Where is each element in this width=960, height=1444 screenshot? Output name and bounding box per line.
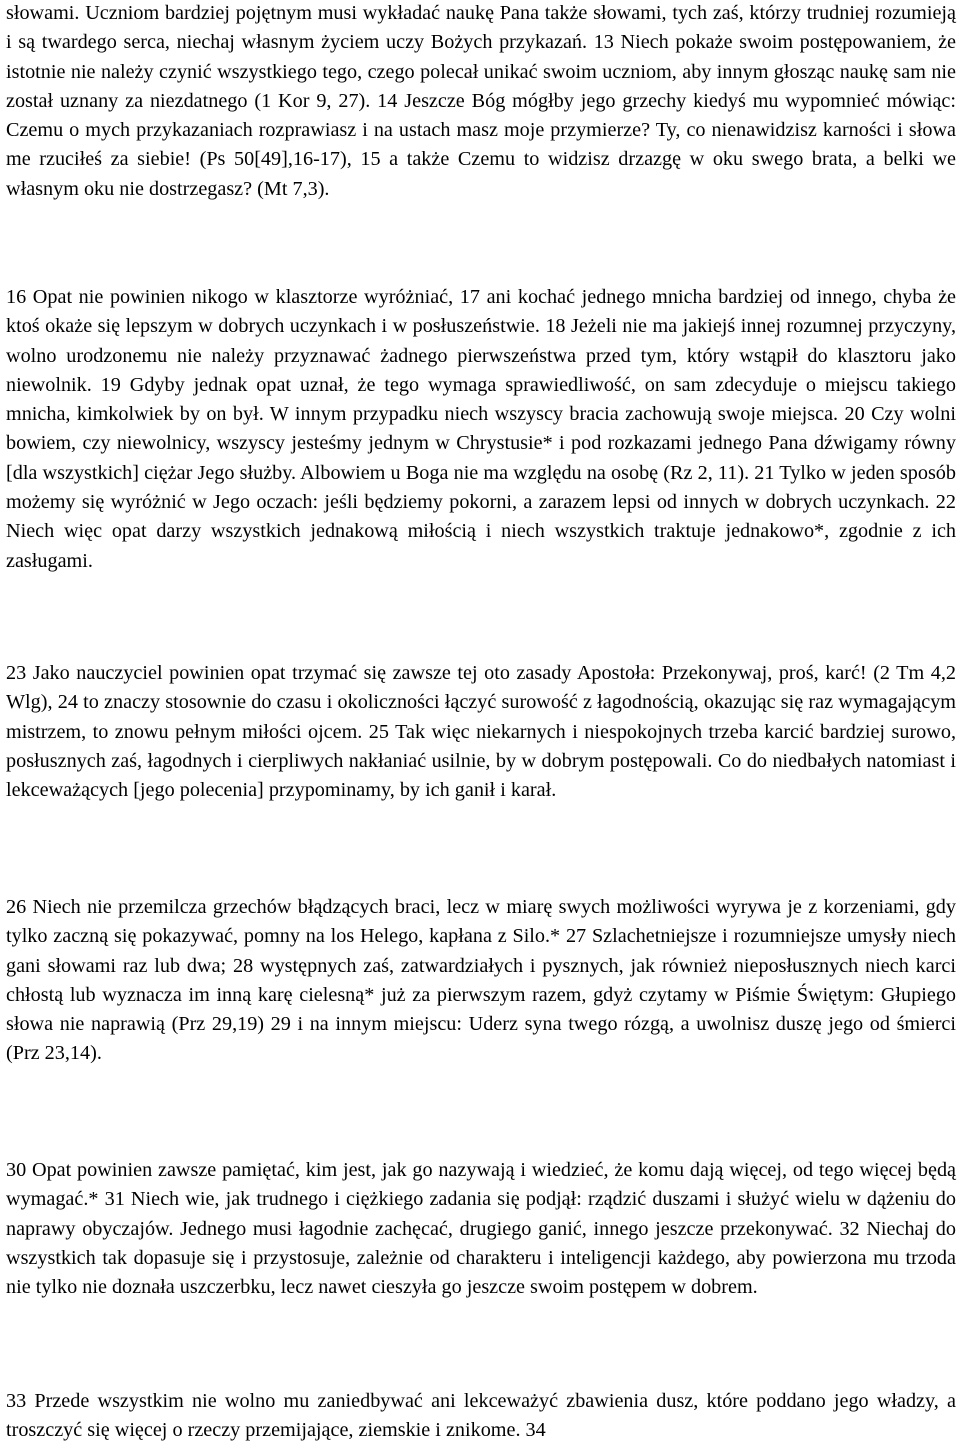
paragraph-5: 30 Opat powinien zawsze pamiętać, kim jest, jak go nazywają i wiedzieć, że komu dają więcej, od tego więcej będą wymagać.* 31 Niech wie, jak trudnego i ciężkiego zadania się podjął: rządzić duszami i służyć wielu w dążeniu do naprawy obyczajów. Jednego musi łagodnie zachęcać, drugiego ganić, innego jeszcze przekonywać. 32 Niechaj do wszystkich tak dopasuje się i przystosuje, zależnie od charakteru i inteligencji każdego, aby powierzona mu trzoda nie tylko nie doznała uszczerbku, lecz nawet cieszyła go jeszcze swoim postępem w dobrem. bbox=[6, 1159, 956, 1299]
paragraph-3: 23 Jako nauczyciel powinien opat trzymać się zawsze tej oto zasady Apostoła: Przekonywaj, proś, karć! (2 Tm 4,2 Wlg), 24 to znaczy stosownie do czasu i okoliczności łączyć surowość z łagodnością, okazując się raz wymagającym mistrzem, to znowu pełnym miłości ojcem. 25 Tak więc niekarnych i niespokojnych trzeba karcić bardziej surowo, posłusznych zaś, łagodnych i cierpliwych nakłaniać usilnie, by w dobrym postępowali. Co do niedbałych natomiast i lekceważących [jego polecenia] przypominamy, by ich ganił i karał. bbox=[6, 662, 956, 802]
paragraph-2: 16 Opat nie powinien nikogo w klasztorze wyróżniać, 17 ani kochać jednego mnicha bardziej od innego, chyba że ktoś okaże się lepszym w dobrych uczynkach i w posłuszeństwie. 18 Jeżeli nie ma jakiejś innej rozumnej przyczyny, wolno urodzonemu nie należy przyznawać żadnego pierwszeństwa przed tym, który wstąpił do klasztoru jako niewolnik. 19 Gdyby jednak opat uznał, że tego wymaga sprawiedliwość, on sam zdecyduje o miejscu takiego mnicha, kimkolwiek by on był. W innym przypadku niech wszyscy bracia zachowują swoje miejsca. 20 Czy wolni bowiem, czy niewolnicy, wszyscy jesteśmy jednym w Chrystusie* i pod rozkazami jednego Pana dźwigamy równy [dla wszystkich] ciężar Jego służby. Albowiem u Boga nie ma względu na osobę (Rz 2, 11). 21 Tylko w jeden sposób możemy się wyróżnić w Jego oczach: jeśli będziemy pokorni, a zarazem lepsi od innych w dobrych uczynkach. 22 Niech więc opat darzy wszystkich jednakową miłością i niech wszystkich traktuje jednakowo*, zgodnie z ich zasługami. bbox=[6, 286, 956, 572]
paragraph-6: 33 Przede wszystkim nie wolno mu zaniedbywać ani lekceważyć zbawienia dusz, które poddano jego władzy, a troszczyć się więcej o rzeczy przemijające, ziemskie i znikome. 34 bbox=[6, 1390, 956, 1442]
paragraph-4: 26 Niech nie przemilcza grzechów błądzących braci, lecz w miarę swych możliwości wyrywa je z korzeniami, gdy tylko zaczną się pokazywać, pomny na los Helego, kapłana z Silo.* 27 Szlachetniejsze i rozumniejsze umysły niech gani słowami raz lub dwa; 28 występnych zaś, zatwardziałych i pysznych, jak również nieposłusznych niech karci chłostą lub wyznacza im inną karę cielesną* już za pierwszym razem, gdyż czytamy w Piśmie Świętym: Głupiego słowa nie naprawią (Prz 29,19) 29 i na innym miejscu: Uderz syna twego rózgą, a uwolnisz duszę jego od śmierci (Prz 23,14). bbox=[6, 896, 956, 1065]
paragraph-1: słowami. Uczniom bardziej pojętnym musi wykładać naukę Pana także słowami, tych zaś, którzy trudniej rozumieją i są twardego serca, niechaj własnym życiem uczy Bożych przykazań. 13 Niech pokaże swoim postępowaniem, że istotnie nie należy czynić wszystkiego tego, czego polecał unikać swoim uczniom, aby innym głosząc naukę sam nie został uznany za niezdatnego (1 Kor 9, 27). 14 Jeszcze Bóg mógłby jego grzechy kiedyś mu wypomnieć mówiąc: Czemu o mych przykazaniach rozprawiasz i na ustach masz moje przymierze? Ty, co nienawidzisz karności i słowa me rzuciłeś za siebie! (Ps 50[49],16-17), 15 a także Czemu to widzisz drzazgę w oku swego brata, a belki we własnym oku nie dostrzegasz? (Mt 7,3). bbox=[6, 2, 956, 200]
